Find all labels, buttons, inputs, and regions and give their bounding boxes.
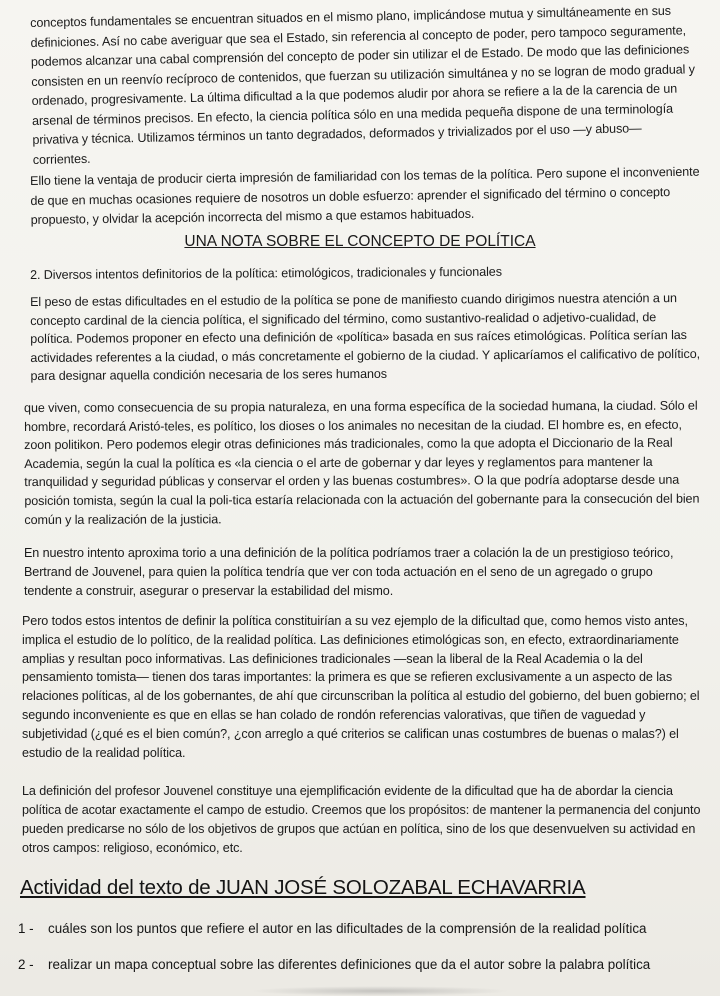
task-number: 2 - [18,957,34,972]
paragraph-familiarity: Ello tiene la ventaja de producir cierta impresión de familiaridad con los temas de la política. Pero supone el inconveniente de que en muchas ocasiones requiere de nosotros un doble esfuerzo: aprender el significado del término o concepto propuesto, y olvidar la acepción incorrecta del mismo a que estamos habituados. [30,164,700,227]
paragraph-aristotle-definitions: que viven, como consecuencia de su propia naturaleza, en una forma específica de la sociedad humana, la ciudad. Sólo el hombre, recordará Aristó-teles, es político, los dioses o los animales no necesitan de la ciudad. El hombre es, en efecto, zoon politikon. Pero podemos elegir otras definiciones más tradicionales, como la que adopta el Diccionario de la Real Academia, según la cual la política es «la ciencia o el arte de gobernar y dar leyes y reglamentos para mantener la tranquilidad y seguridad públicas y conservar el orden y las buenas costumbres». O la que podría adoptarse desde una posición tomista, según la cual la poli-tica estaría relacionada con la actuación del gobernante para la consecución del bien común y la realización de la justicia. [24,398,700,527]
subsection-title: 2. Diversos intentos definitorios de la política: etimológicos, tradicionales y funcionales [30,264,502,282]
activity-title: Actividad del texto de JUAN JOSÉ SOLOZABAL ECHAVARRIA [20,876,586,899]
paragraph-weight-of-difficulties: El peso de estas dificultades en el estudio de la política se pone de manifiesto cuando dirigimos nuestra atención a un concepto cardinal de la ciencia política, el significado del término, como sustantivo-realidad o adjetivo-cualidad, de política. Podemos proponer en efecto una definición de «política» basada en sus raíces etimológicas. Política serían las actividades referentes a la ciudad, o más concretamente el gobierno de la ciudad. Y aplicaríamos el calificativo de político, para designar aquella condición necesaria de los seres humanos [30,291,701,384]
activity-task-1 [18,920,646,938]
paragraph-jouvenel-example: La definición del profesor Jouvenel constituye una ejemplificación evidente de la dificultad que ha de abordar la ciencia política de acotar exactamente el campo de estudio. Creemos que los propósitos: de mantener la permanencia del conjunto pueden predicarse no sólo de los objetivos de grupos que actúan en política, sino de los que desenvuelven su actividad en otros campos: religioso, económico, etc. [22,784,701,855]
paragraph-jouvenel: En nuestro intento aproxima torio a una definición de la política podríamos traer a colación la de un prestigioso teórico, Bertrand de Jouvenel, para quien la política tendría que ver con toda actuación en el seno de un agregado o grupo tendente a construir, asegurar o preservar la estabilidad del mismo. [24,546,674,598]
scan-smudge [250,986,510,996]
activity-task-2 [18,956,650,974]
task-number: 1 - [18,921,34,936]
task-text: cuáles son los puntos que refiere el autor en las dificultades de la comprensión de la realidad política [48,921,647,936]
paragraph-concepts: conceptos fundamentales se encuentran situados en el mismo plano, implicándose mutua y simultáneamente en sus definiciones. Así no cabe averiguar que sea el Estado, sin referencia al concepto de poder, pero tampoco seguramente, podemos alcanzar una cabal comprensión del concepto de poder sin utilizar el de Estado. De modo que las definiciones consisten en un reenvío recíproco de contenidos, que fuerzan su utilización simultánea y no se logran de modo gradual y ordenado, progresivamente. La última dificultad a la que podemos aludir por ahora se refiere a la de la carencia de un arsenal de términos precisos. En efecto, la ciencia política sólo en una medida pequeña dispone de una terminología privativa y técnica. Utilizamos términos un tanto degradados, deformados y trivializados por el uso —y abuso— corrientes. [30,3,695,167]
section-heading: UNA NOTA SOBRE EL CONCEPTO DE POLÍTICA [184,233,536,250]
paragraph-definition-critique: Pero todos estos intentos de definir la política constituirían a su vez ejemplo de la dificultad que, como hemos visto antes, implica el estudio de lo político, de la realidad política. Las definiciones etimológicas son, en efecto, extraordinariamente amplias y resultan poco informativas. Las definiciones tradicionales —sean la liberal de la Real Academia o la del pensamiento tomista— tienen dos taras importantes: la primera es que se refieren exclusivamente a un aspecto de las relaciones políticas, al de los gobernantes, de ahí que circunscriban la política al estudio del gobierno, del buen gobierno; el segundo inconveniente es que en ellas se han colado de rondón referencias valorativas, que tiñen de vaguedad y subjetividad (¿qué es el bien común?, ¿con arreglo a qué criterios se califican unas costumbres de buenas o malas?) el estudio de la realidad política. [22,614,700,760]
task-text: realizar un mapa conceptual sobre las diferentes definiciones que da el autor sobre la palabra política [48,957,651,972]
